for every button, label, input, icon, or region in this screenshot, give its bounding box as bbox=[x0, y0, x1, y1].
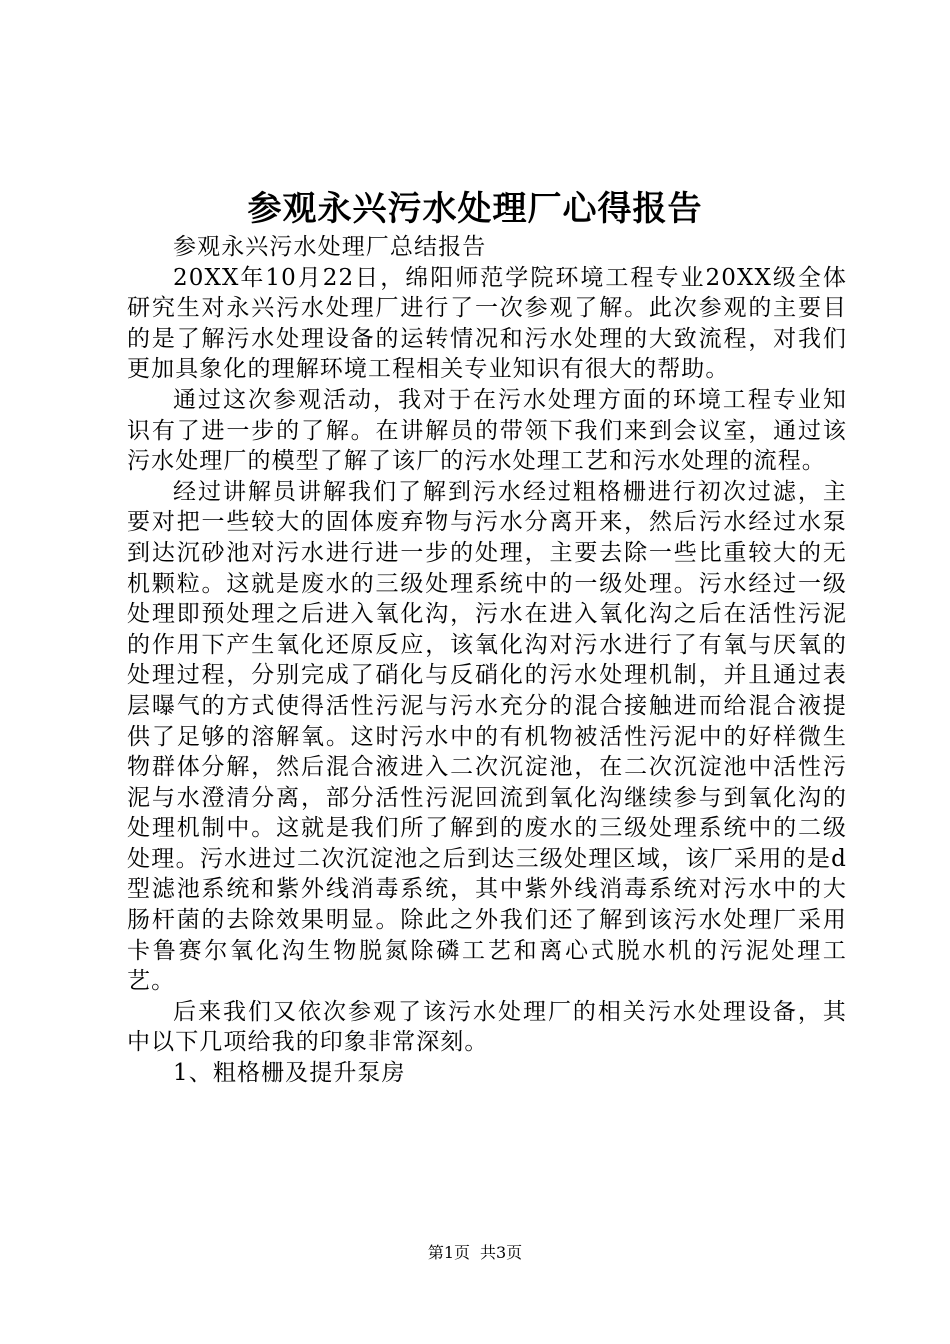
paragraph-equipment-intro: 后来我们又依次参观了该污水处理厂的相关污水处理设备，其中以下几项给我的印象非常深刻。 bbox=[127, 998, 847, 1056]
page-total: 共3页 bbox=[480, 1243, 523, 1262]
page-footer bbox=[0, 1241, 950, 1265]
paragraph-visit-activity: 通过这次参观活动，我对于在污水处理方面的环境工程专业知识有了进一步的了解。在讲解员的带领下我们来到会议室，通过该污水处理厂的模型了解了该厂的污水处理工艺和污水处理的流程。 bbox=[127, 386, 847, 475]
document-title: 参观永兴污水处理厂心得报告 bbox=[247, 189, 703, 229]
document-body bbox=[127, 232, 847, 1089]
page-number: 第1页 bbox=[427, 1243, 470, 1262]
paragraph-process-description: 经过讲解员讲解我们了解到污水经过粗格栅进行初次过滤，主要对把一些较大的固体废弃物与污水分离开来，然后污水经过水泵到达沉砂池对污水进行进一步的处理，主要去除一些比重较大的无机颗粒。这就是废水的三级处理系统中的一级处理。污水经过一级处理即预处理之后进入氧化沟，污水在进入氧化沟之后在活性污泥的作用下产生氧化还原反应，该氧化沟对污水进行了有氧与厌氧的处理过程，分别完成了硝化与反硝化的污水处理机制，并且通过表层曝气的方式使得活性污泥与污水充分的混合接触进而给混合液提供了足够的溶解氧。这时污水中的有机物被活性污泥中的好样微生物群体分解，然后混合液进入二次沉淀池，在二次沉淀池中活性污泥与水澄清分离，部分活性污泥回流到氧化沟继续参与到氧化沟的处理机制中。这就是我们所了解到的废水的三级处理系统中的二级处理。污水进过二次沉淀池之后到达三级处理区域，该厂采用的是d型滤池系统和紫外线消毒系统，其中紫外线消毒系统对污水中的大肠杆菌的去除效果明显。除此之外我们还了解到该污水处理厂采用卡鲁赛尔氧化沟生物脱氮除磷工艺和离心式脱水机的污泥处理工艺。 bbox=[127, 478, 847, 995]
paragraph-intro: 20XX年10月22日，绵阳师范学院环境工程专业20XX级全体研究生对永兴污水处理厂进行了一次参观了解。此次参观的主要目的是了解污水处理设备的运转情况和污水处理的大致流程，对我们更加具象化的理解环境工程相关专业知识有很大的帮助。 bbox=[127, 264, 847, 383]
paragraph-section-heading: 1、粗格栅及提升泵房 bbox=[173, 1060, 406, 1087]
paragraph-subtitle: 参观永兴污水处理厂总结报告 bbox=[173, 234, 487, 260]
